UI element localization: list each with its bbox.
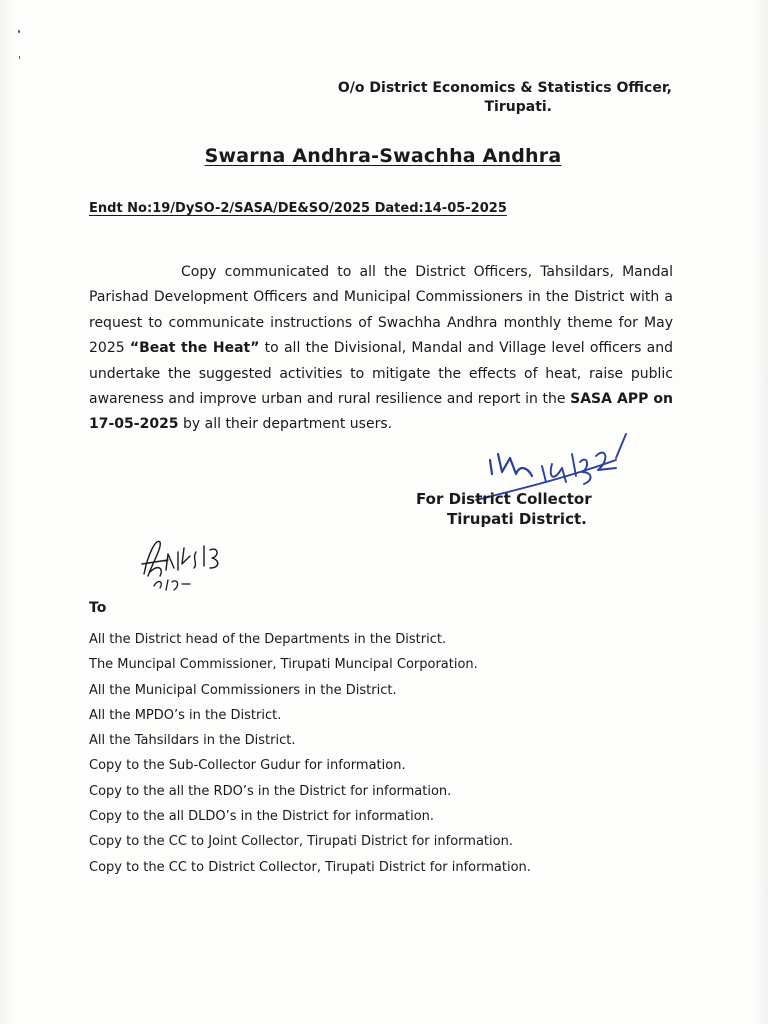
office-line-2: Tirupati. [484,99,552,115]
app-and-date: SASA APP on 17-05-2025 [89,391,673,433]
recipient-item: Copy to the Sub-Collector Gudur for information. [89,758,406,774]
document-title-text: Swarna Andhra-Swachha Andhra [204,145,562,167]
recipient-item: The Muncipal Commissioner, Tirupati Muncipal Corporation. [89,657,478,673]
recipient-item: Copy to the CC to Joint Collector, Tirupati District for information. [89,834,513,850]
document-title [0,145,768,167]
signature-block [416,489,592,529]
handwritten-initials [138,534,228,594]
office-address [338,79,672,117]
recipient-item: All the Municipal Commissioners in the District. [89,682,397,698]
signature-line-1: For District Collector [416,490,592,508]
body-text-part1: Copy communicated to all the District Officers, Tahsildars, Mandal Parishad Development Officers and Municipal Commissioners in the District with a request to communicate instructions of Swachha Andhra monthly theme for May 2025 [89,264,673,357]
scan-speck [19,56,20,59]
office-line-1: O/o District Economics & Statistics Officer, [337,80,672,96]
recipient-item: Copy to the all the RDO’s in the District for information. [89,783,452,799]
recipient-item: All the MPDO’s in the District. [89,707,282,723]
recipient-item: All the District head of the Departments in the District. [89,632,447,647]
scan-speck [18,30,20,33]
to-label: To [89,600,107,616]
signature-line-2: Tirupati District. [447,510,587,528]
recipient-item: All the Tahsildars in the District. [89,733,296,749]
recipient-item: Copy to the all DLDO’s in the District for information. [89,809,435,825]
body-text-part3: by all their department users. [178,416,393,433]
theme-name: “Beat the Heat” [129,340,260,357]
body-paragraph [89,260,673,438]
recipient-list [89,627,531,880]
body-text-part2: to all the Divisional, Mandal and Village level officers and undertake the suggested activities to mitigate the effects of heat, raise public awareness and improve urban and rural resilience and report in the [89,340,673,408]
endorsement-number: Endt No:19/DySO-2/SASA/DE&SO/2025 Dated:14-05-2025 [89,201,507,216]
recipient-item: Copy to the CC to District Collector, Tirupati District for information. [89,859,531,875]
